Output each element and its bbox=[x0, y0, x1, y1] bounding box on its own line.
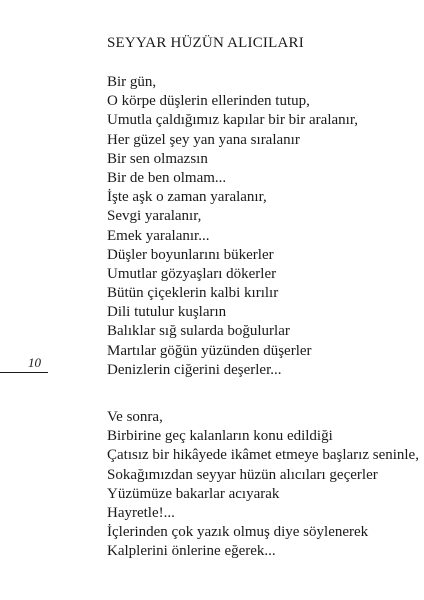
poem-line: İşte aşk o zaman yaralanır, bbox=[107, 189, 267, 206]
poem-line: Ve sonra, bbox=[107, 409, 163, 425]
poem-line: Bir gün, bbox=[107, 74, 157, 90]
poem-line: Bir de ben olmam... bbox=[107, 169, 227, 186]
poem-line: O körpe düşlerin ellerinden tutup, bbox=[107, 93, 310, 110]
page-number: 10 bbox=[28, 355, 41, 370]
poem-line: Düşler boyunlarını bükerler bbox=[107, 246, 274, 263]
poem-line: İçlerinden çok yazık olmuş diye söylenerek bbox=[107, 524, 369, 541]
poem-title: SEYYAR HÜZÜN ALICILARI bbox=[107, 35, 304, 51]
stanza-1 bbox=[107, 73, 358, 380]
poem-line: Bir sen olmazsın bbox=[107, 150, 208, 167]
poem-line: Birbirine geç kalanların konu edildiği bbox=[107, 428, 333, 445]
poem-line: Umutla çaldığımız kapılar bir bir aralanır, bbox=[107, 112, 358, 129]
poem-line: Umutlar gözyaşları dökerler bbox=[107, 265, 277, 282]
poem-line: Emek yaralanır... bbox=[107, 227, 210, 244]
poem-line: Sokağımızdan seyyar hüzün alıcıları geçerler bbox=[107, 466, 378, 483]
poem-line: Balıklar sığ sularda boğulurlar bbox=[107, 323, 290, 340]
poem-line: Denizlerin ciğerini deşerler... bbox=[107, 361, 282, 378]
poem-line: Yüzümüze bakarlar acıyarak bbox=[107, 485, 280, 502]
page-number-rule bbox=[0, 372, 48, 373]
poem-line: Dili tutulur kuşların bbox=[107, 304, 227, 321]
poem-line: Martılar göğün yüzünden düşerler bbox=[107, 342, 312, 359]
poem-line: Bütün çiçeklerin kalbi kırılır bbox=[107, 285, 279, 302]
poem-line: Hayretle!... bbox=[107, 504, 175, 521]
stanza-2 bbox=[107, 408, 419, 562]
poem-line: Çatısız bir hikâyede ikâmet etmeye başlarız seninle, bbox=[107, 447, 419, 464]
poem-line: Kalplerini önlerine eğerek... bbox=[107, 543, 276, 560]
poem-line: Sevgi yaralanır, bbox=[107, 208, 202, 225]
poem-line: Her güzel şey yan yana sıralanır bbox=[107, 131, 300, 148]
